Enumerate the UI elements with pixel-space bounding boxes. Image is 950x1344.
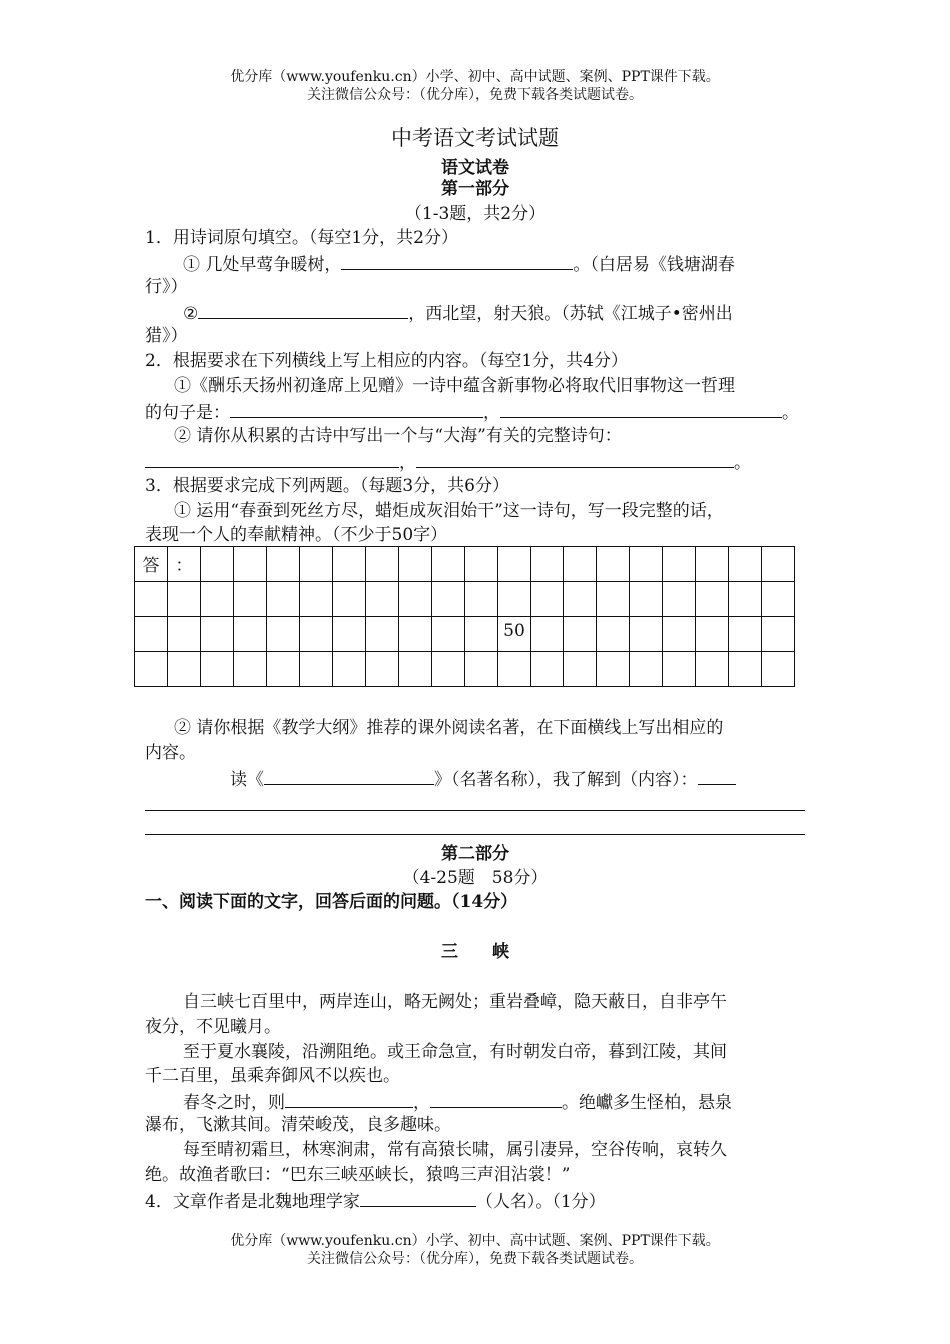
- grid-cell[interactable]: [399, 617, 432, 652]
- grid-cell[interactable]: [696, 617, 729, 652]
- grid-cell[interactable]: [696, 582, 729, 617]
- grid-answer-char2: ：: [175, 556, 193, 576]
- passage-p3-post: 。绝巘多生怪柏，悬泉: [562, 1093, 732, 1113]
- grid-cell[interactable]: [168, 547, 201, 582]
- q3-content-line-1[interactable]: [145, 810, 805, 811]
- grid-cell[interactable]: [531, 652, 564, 687]
- grid-cell[interactable]: [333, 582, 366, 617]
- grid-cell[interactable]: [201, 582, 234, 617]
- passage-title: 三 峡: [441, 942, 509, 962]
- grid-cell[interactable]: [432, 652, 465, 687]
- grid-cell[interactable]: [696, 652, 729, 687]
- grid-cell[interactable]: [399, 547, 432, 582]
- grid-cell[interactable]: [663, 582, 696, 617]
- grid-cell[interactable]: [399, 582, 432, 617]
- q2-stem: 2．根据要求在下列横线上写上相应的内容。（每空1分，共4分）: [145, 351, 628, 371]
- grid-cell[interactable]: [465, 652, 498, 687]
- passage-p2-line2: 千二百里，虽乘奔御风不以疾也。: [145, 1066, 400, 1086]
- grid-cell[interactable]: [564, 652, 597, 687]
- header-line-2: 关注微信公众号：（优分库），免费下载各类试题试卷。: [307, 87, 643, 103]
- grid-cell[interactable]: [597, 617, 630, 652]
- q2-b-line1: ② 请你从积累的古诗中写出一个与“大海”有关的完整诗句：: [174, 426, 622, 446]
- grid-cell[interactable]: [498, 617, 531, 652]
- page-title: 中考语文考试试题: [391, 126, 559, 150]
- grid-cell[interactable]: [597, 547, 630, 582]
- grid-cell[interactable]: [762, 582, 795, 617]
- q2-a-comma: ，: [483, 403, 500, 423]
- q1-a-post: 。（白居易《钱塘湖春: [573, 255, 735, 275]
- grid-cell[interactable]: [234, 547, 267, 582]
- grid-cell[interactable]: [234, 617, 267, 652]
- q2-a-line1: ①《酬乐天扬州初逢席上见赠》一诗中蕴含新事物必将取代旧事物这一哲理: [174, 376, 735, 396]
- grid-cell[interactable]: [729, 652, 762, 687]
- passage-p3-pre: 春冬之时，则: [183, 1093, 285, 1113]
- passage-p1-line2: 夜分，不见曦月。: [145, 1017, 281, 1037]
- q3-b-line2: 内容。: [145, 743, 196, 763]
- q2-b-line2: [145, 449, 751, 475]
- grid-cell[interactable]: [432, 547, 465, 582]
- grid-cell[interactable]: [135, 582, 168, 617]
- q4-post: （人名）。（1分）: [475, 1192, 606, 1212]
- grid-cell[interactable]: [135, 617, 168, 652]
- grid-cell[interactable]: [234, 582, 267, 617]
- passage-p3-line2: 瀑布，飞漱其间。清荣峻茂，良多趣味。: [145, 1115, 451, 1135]
- grid-cell[interactable]: [432, 582, 465, 617]
- page-subtitle: 语文试卷: [441, 158, 509, 178]
- grid-row: [135, 652, 795, 687]
- grid-cell[interactable]: [366, 652, 399, 687]
- grid-cell[interactable]: [630, 652, 663, 687]
- grid-cell[interactable]: [366, 617, 399, 652]
- q4-pre: 4．文章作者是北魏地理学家: [145, 1192, 360, 1212]
- q3-book-blank[interactable]: [264, 766, 434, 785]
- grid-cell[interactable]: [267, 617, 300, 652]
- grid-cell[interactable]: [663, 652, 696, 687]
- grid-cell[interactable]: [201, 617, 234, 652]
- grid-cell[interactable]: [267, 652, 300, 687]
- grid-cell[interactable]: [564, 582, 597, 617]
- q3-read-line: [230, 766, 736, 792]
- grid-cell[interactable]: [234, 652, 267, 687]
- grid-cell[interactable]: [762, 652, 795, 687]
- q1-b-post: ，西北望，射天狼。（苏轼《江城子•密州出: [408, 304, 733, 324]
- grid-cell[interactable]: [729, 582, 762, 617]
- q3-a-line2: 表现一个人的奉献精神。（不少于50字）: [145, 525, 448, 545]
- grid-cell[interactable]: [168, 652, 201, 687]
- grid-cell[interactable]: [498, 652, 531, 687]
- q2-b-period: 。: [734, 453, 751, 473]
- grid-cell[interactable]: [696, 547, 729, 582]
- grid-cell[interactable]: [366, 547, 399, 582]
- q3-read-pre: 读《: [230, 770, 264, 790]
- passage-p4-line2: 绝。故渔者歌曰：“巴东三峡巫峡长，猿鸣三声泪沾裳！”: [145, 1165, 571, 1185]
- grid-cell[interactable]: [630, 617, 663, 652]
- grid-cell[interactable]: [465, 582, 498, 617]
- grid-row: [135, 617, 795, 652]
- grid-answer-char1: 答: [142, 556, 160, 576]
- grid-cell[interactable]: [564, 547, 597, 582]
- grid-mark-50: 50: [503, 621, 525, 641]
- q2-a-period: 。: [782, 403, 799, 423]
- grid-cell[interactable]: [300, 582, 333, 617]
- q1-a-blank[interactable]: [341, 251, 573, 270]
- answer-grid[interactable]: [134, 546, 795, 687]
- passage-blank-2[interactable]: [430, 1089, 562, 1108]
- section1-heading: 一、阅读下面的文字，回答后面的问题。（14分）: [145, 892, 518, 912]
- q2-a-line2: [145, 399, 799, 425]
- grid-cell[interactable]: [465, 547, 498, 582]
- grid-cell[interactable]: [267, 582, 300, 617]
- q3-b-line1: ② 请你根据《教学大纲》推荐的课外阅读名著，在下面横线上写出相应的: [174, 718, 724, 738]
- q4-author-blank[interactable]: [360, 1188, 476, 1207]
- footer-line-2: 关注微信公众号：（优分库），免费下载各类试题试卷。: [307, 1251, 643, 1267]
- q3-stem: 3．根据要求完成下列两题。（每题3分，共6分）: [145, 476, 509, 496]
- q2-b-blank-1[interactable]: [145, 449, 399, 468]
- grid-cell[interactable]: [531, 617, 564, 652]
- part1-range: （1-3题，共2分）: [404, 204, 546, 224]
- part2-heading: 第二部分: [441, 844, 509, 864]
- grid-cell[interactable]: [267, 547, 300, 582]
- part2-range: （4-25题 58分）: [402, 868, 548, 888]
- grid-cell[interactable]: [333, 652, 366, 687]
- grid-cell[interactable]: [729, 547, 762, 582]
- q1-stem: 1．用诗词原句填空。（每空1分，共2分）: [145, 228, 458, 248]
- grid-cell[interactable]: [564, 617, 597, 652]
- grid-cell[interactable]: [729, 617, 762, 652]
- header-line-1: 优分库（www.youfenku.cn）小学、初中、高中试题、案例、PPT课件下载。: [230, 69, 720, 85]
- q2-a-blank-2[interactable]: [500, 399, 782, 418]
- q2-a-pre: 的句子是：: [145, 403, 230, 423]
- passage-p2-line1: 至于夏水襄陵，沿溯阻绝。或王命急宣，有时朝发白帝，暮到江陵，其间: [183, 1042, 727, 1062]
- footer-line-1: 优分库（www.youfenku.cn）小学、初中、高中试题、案例、PPT课件下载。: [230, 1233, 720, 1249]
- q3-content-line-2[interactable]: [145, 834, 805, 835]
- grid-cell[interactable]: [531, 547, 564, 582]
- grid-cell[interactable]: [597, 652, 630, 687]
- passage-p1-line1: 自三峡七百里中，两岸连山，略无阙处；重岩叠嶂，隐天蔽日，自非亭午: [183, 992, 727, 1012]
- q1-b-wrap: 猎》）: [145, 326, 188, 346]
- q3-content-blank-start[interactable]: [698, 766, 736, 785]
- grid-cell[interactable]: [465, 617, 498, 652]
- q2-a-blank-1[interactable]: [230, 399, 483, 418]
- grid-cell[interactable]: [333, 617, 366, 652]
- q1-a-wrap: 行》）: [145, 277, 188, 297]
- q1-b-pre: ②: [183, 304, 199, 324]
- passage-blank-1[interactable]: [285, 1089, 413, 1108]
- grid-cell[interactable]: [663, 617, 696, 652]
- q1-a-pre: ① 几处早莺争暖树，: [183, 255, 342, 275]
- grid-cell[interactable]: [201, 652, 234, 687]
- q2-b-comma: ，: [399, 453, 416, 473]
- grid-cell[interactable]: [333, 547, 366, 582]
- grid-cell[interactable]: [630, 547, 663, 582]
- q1-b-blank[interactable]: [198, 300, 408, 319]
- grid-cell[interactable]: [762, 547, 795, 582]
- grid-cell[interactable]: [168, 582, 201, 617]
- grid-cell[interactable]: [300, 652, 333, 687]
- q3-a-line1: ① 运用“春蚕到死丝方尽，蜡炬成灰泪始干”这一诗句，写一段完整的话，: [174, 501, 724, 521]
- grid-cell[interactable]: [168, 617, 201, 652]
- grid-cell[interactable]: [663, 547, 696, 582]
- grid-cell[interactable]: [135, 547, 168, 582]
- grid-cell[interactable]: [597, 582, 630, 617]
- part1-heading: 第一部分: [441, 179, 509, 199]
- grid-cell[interactable]: [399, 652, 432, 687]
- grid-cell[interactable]: [432, 617, 465, 652]
- grid-row: [135, 582, 795, 617]
- q3-read-post: 》（名著名称），我了解到（内容）：: [434, 770, 698, 790]
- grid-cell[interactable]: [300, 547, 333, 582]
- q1-b: [183, 300, 733, 326]
- grid-cell[interactable]: [201, 547, 234, 582]
- grid-cell[interactable]: [762, 617, 795, 652]
- grid-row: [135, 547, 795, 582]
- q1-a: [183, 251, 735, 277]
- passage-p3-line1: [183, 1089, 732, 1115]
- q4: [145, 1188, 606, 1214]
- grid-cell[interactable]: [300, 617, 333, 652]
- grid-cell[interactable]: [366, 582, 399, 617]
- q2-b-blank-2[interactable]: [416, 449, 734, 468]
- grid-cell[interactable]: [498, 547, 531, 582]
- grid-cell[interactable]: [135, 652, 168, 687]
- grid-cell[interactable]: [531, 582, 564, 617]
- passage-p4-line1: 每至晴初霜旦，林寒涧肃，常有高猿长啸，属引凄异，空谷传响，哀转久: [183, 1140, 727, 1160]
- grid-cell[interactable]: [630, 582, 663, 617]
- grid-cell[interactable]: [498, 582, 531, 617]
- passage-p3-mid: ，: [413, 1093, 430, 1113]
